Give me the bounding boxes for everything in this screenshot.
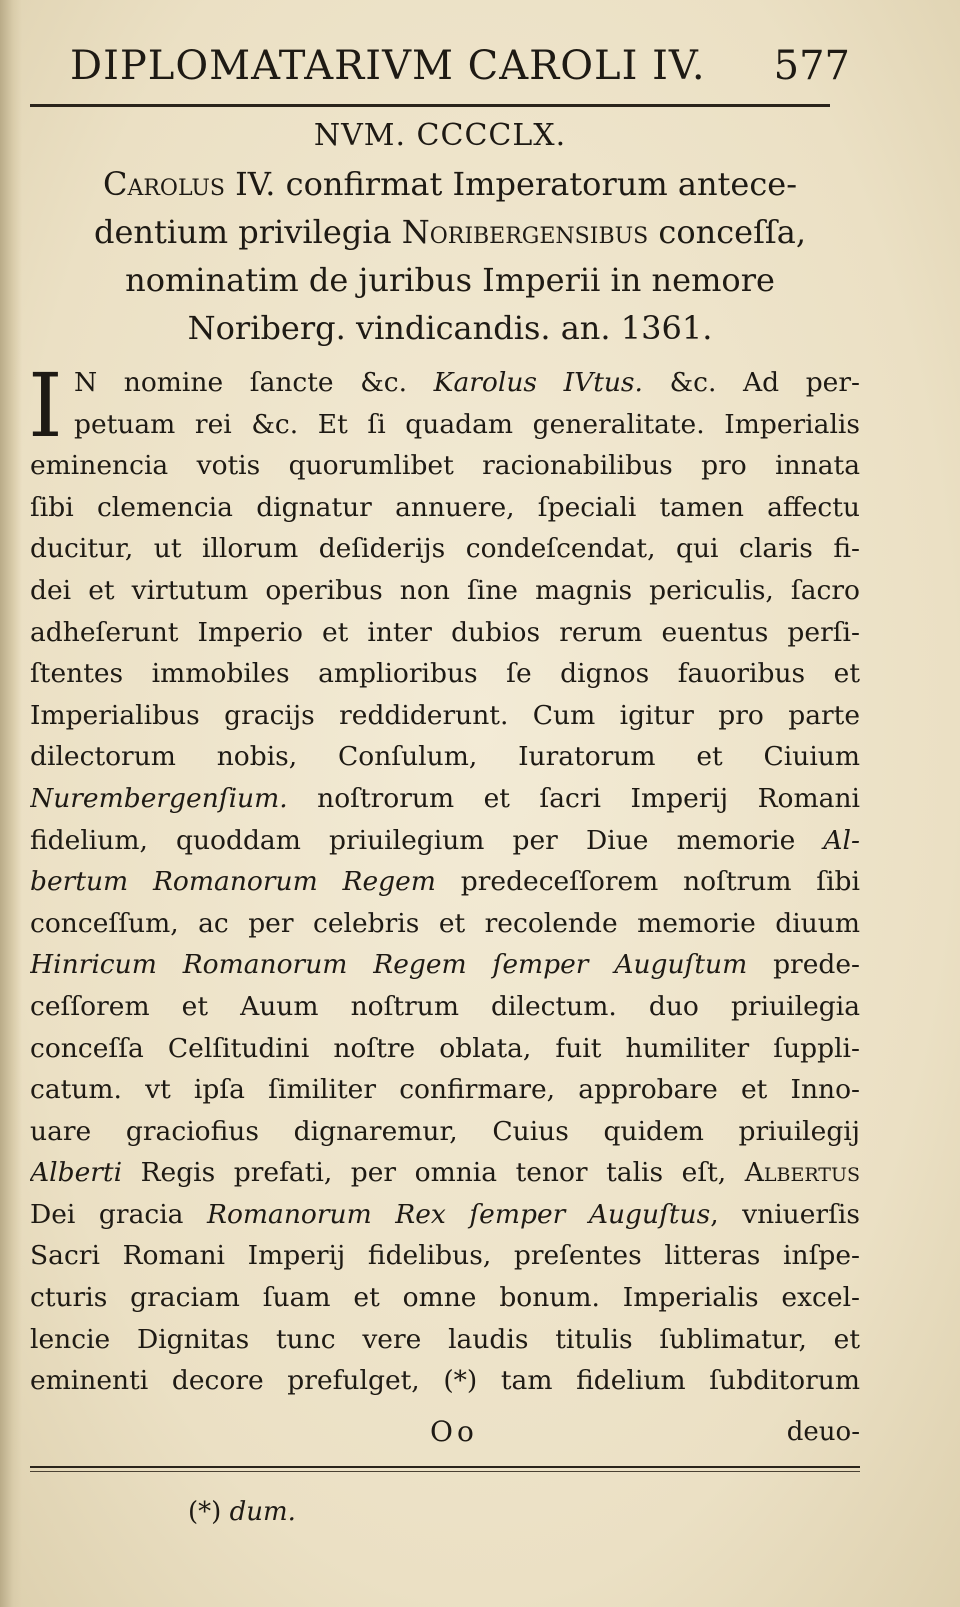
body-line: conceſſa Celſitudini noſtre oblata, fuit humiliter ſuppli- — [30, 1032, 860, 1064]
body-text: N nomine ſancte &c. — [74, 367, 434, 398]
body-line: ſibi clemencia dignatur annuere, ſpeciali tamen affectu — [30, 491, 860, 523]
body-text: Regis prefati, per omnia tenor talis eſt, — [122, 1157, 745, 1189]
body-text: prede- — [747, 949, 860, 981]
document-number: NVM. CCCCLX. — [313, 118, 567, 153]
summary-line: nominatim de juribus Imperii in nemore — [125, 261, 775, 299]
body-line: catum. vt ipſa ſimiliter confirmare, approbare et Inno- — [30, 1074, 860, 1106]
body-line — [30, 861, 860, 903]
body-line: dilectorum nobis, Conſulum, Iuratorum et Ciuium — [30, 741, 860, 773]
summary-line — [30, 160, 870, 208]
body-italic: Karolus IVtus. — [433, 367, 643, 398]
body-line: lencie Dignitas tunc vere laudis titulis ſublimatur, et — [30, 1323, 860, 1355]
summary-name-carolus: Carolus — [102, 165, 225, 203]
body-text: predeceſſorem noſtrum ſibi — [435, 866, 860, 898]
body-line: ducitur, ut illorum deſiderijs condeſcendat, qui claris fi- — [30, 533, 860, 565]
body-text: Dei gracia — [30, 1198, 208, 1230]
page-gutter — [0, 0, 22, 1607]
page-number: 577 — [773, 43, 850, 89]
body-line: uare graciofius dignaremur, Cuius quidem priuilegij — [30, 1115, 860, 1147]
body-line — [30, 944, 860, 986]
body-text: , vniuerſis — [710, 1198, 860, 1230]
body-line — [30, 820, 860, 862]
footnote-text: dum. — [229, 1497, 296, 1527]
header-rule — [30, 104, 830, 107]
signature-mark: Oo — [430, 1415, 478, 1448]
body-line: eminenti decore prefulget, (*) tam fidelium ſubditorum — [30, 1365, 860, 1397]
body-line: conceſſum, ac per celebris et recolende memorie diuum — [30, 907, 860, 939]
body-text: noſtrorum et ſacri Imperij Romani — [287, 782, 860, 814]
summary-text: conceſſa, — [648, 213, 806, 251]
body-line: adheſerunt Imperio et inter dubios rerum euentus perſi- — [30, 616, 860, 648]
summary-text: IV. confirmat Imperatorum antece- — [224, 165, 798, 203]
document-summary — [30, 160, 870, 352]
body-smallcaps: Albertus — [744, 1157, 860, 1189]
body-line — [30, 1194, 860, 1236]
body-line: Imperialibus gracijs reddiderunt. Cum igitur pro parte — [30, 699, 860, 731]
body-line: ſtentes immobiles amplioribus ſe dignos fauoribus et — [30, 658, 860, 690]
body-line — [30, 778, 860, 820]
page-footer — [30, 1410, 860, 1454]
document-body — [28, 354, 860, 1402]
body-line: cturis graciam ſuam et omne bonum. Imperialis excel- — [30, 1282, 860, 1314]
body-italic: Nurembergenſium. — [30, 782, 288, 814]
summary-name-noribergensibus: Noribergensibus — [401, 213, 649, 251]
summary-text: dentium privilegia — [94, 213, 402, 251]
body-italic: Alberti — [30, 1157, 123, 1189]
running-head — [70, 38, 850, 94]
body-line: eminencia votis quorumlibet racionabilibus pro innata — [30, 450, 860, 482]
catchword: deuo- — [786, 1417, 860, 1447]
summary-line: Noriberg. vindicandis. an. 1361. — [187, 309, 713, 347]
body-italic: Romanorum Rex ſemper Auguſtus — [207, 1198, 711, 1230]
body-line: dei et virtutum operibus non ſine magnis periculis, ſacro — [30, 574, 860, 606]
body-italic: Al- — [823, 824, 860, 856]
footnote-rule-thin — [30, 1471, 860, 1472]
summary-line — [30, 208, 870, 256]
body-italic: Hinricum Romanorum Regem ſemper Auguſtum — [30, 949, 748, 981]
footnote-mark: (*) — [188, 1497, 222, 1527]
footnote — [188, 1492, 296, 1532]
body-line — [30, 1152, 860, 1194]
body-text: &c. Ad per- — [642, 367, 860, 398]
drop-cap: I — [28, 354, 63, 457]
body-italic: bertum Romanorum Regem — [30, 866, 436, 898]
running-title: DIPLOMATARIVM CAROLI IV. — [70, 43, 706, 89]
body-line: ceſſorem et Auum noſtrum dilectum. duo priuilegia — [30, 990, 860, 1022]
body-line — [30, 362, 860, 404]
body-line: petuam rei &c. Et ſi quadam generalitate. Imperialis — [74, 408, 860, 440]
body-text: fidelium, quoddam priuilegium per Diue memorie — [30, 824, 824, 856]
footnote-rule — [30, 1466, 860, 1468]
body-line: Sacri Romani Imperij fidelibus, preſentes litteras inſpe- — [30, 1240, 860, 1272]
